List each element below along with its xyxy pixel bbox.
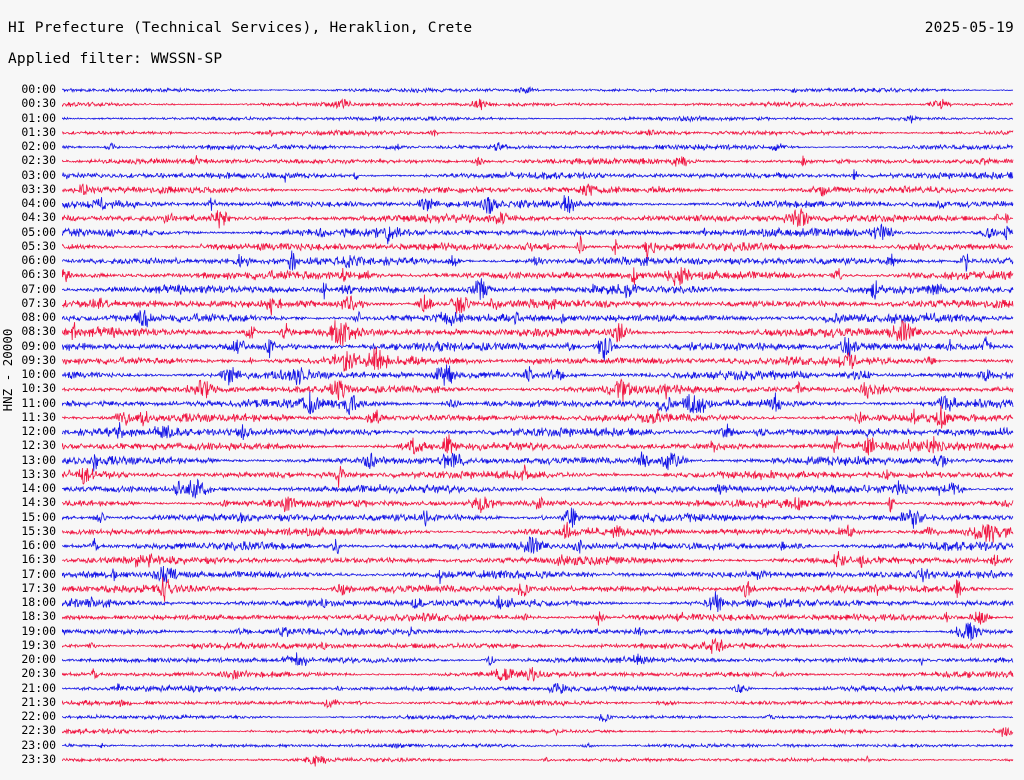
time-tick-label: 03:30 (21, 181, 56, 196)
time-tick-label: 17:00 (21, 566, 56, 581)
seismic-trace (62, 611, 1013, 625)
seismic-trace (62, 267, 1013, 286)
time-tick-label: 06:00 (21, 253, 56, 268)
time-tick-label: 06:30 (21, 267, 56, 282)
time-tick-label: 04:30 (21, 210, 56, 225)
page-title: HI Prefecture (Technical Services), Heraklion, Crete (8, 20, 473, 36)
time-tick-label: 12:00 (21, 424, 56, 439)
seismic-trace (62, 337, 1013, 361)
time-tick-label: 12:30 (21, 438, 56, 453)
time-tick-label: 22:00 (21, 709, 56, 724)
time-tick-label: 23:00 (21, 737, 56, 752)
seismic-trace (62, 236, 1013, 259)
time-tick-label: 05:30 (21, 238, 56, 253)
seismic-trace (62, 115, 1013, 123)
time-tick-label: 15:00 (21, 509, 56, 524)
time-tick-label: 05:00 (21, 224, 56, 239)
seismic-trace (62, 347, 1013, 371)
seismic-trace (62, 99, 1013, 110)
seismic-trace (62, 699, 1013, 707)
time-axis-ticks (0, 83, 60, 773)
time-tick-label: 13:30 (21, 466, 56, 481)
seismic-trace (62, 667, 1013, 681)
time-tick-label: 16:00 (21, 538, 56, 553)
time-tick-label: 19:30 (21, 637, 56, 652)
time-tick-label: 07:00 (21, 281, 56, 296)
time-tick-label: 07:30 (21, 295, 56, 310)
trace-canvas (62, 83, 1014, 767)
seismic-trace (62, 87, 1013, 93)
time-tick-label: 19:00 (21, 623, 56, 638)
seismic-trace (62, 683, 1013, 694)
seismic-trace (62, 224, 1013, 244)
time-tick-label: 04:00 (21, 196, 56, 211)
seismic-trace (62, 591, 1013, 612)
time-tick-label: 08:00 (21, 310, 56, 325)
seismic-trace (62, 434, 1013, 455)
seismic-trace (62, 465, 1013, 488)
seismic-trace (62, 422, 1013, 440)
time-tick-label: 21:30 (21, 694, 56, 709)
time-tick-label: 14:00 (21, 481, 56, 496)
time-tick-label: 00:30 (21, 96, 56, 111)
time-tick-label: 20:30 (21, 666, 56, 681)
recording-date: 2025-05-19 (924, 20, 1014, 36)
seismic-trace (62, 714, 1013, 722)
seismic-trace (62, 497, 1013, 513)
seismic-trace (62, 251, 1013, 272)
seismic-trace (62, 727, 1013, 737)
seismic-trace (62, 295, 1013, 316)
seismic-trace (62, 195, 1013, 214)
seismic-trace (62, 405, 1013, 428)
time-tick-label: 21:00 (21, 680, 56, 695)
time-tick-label: 01:00 (21, 110, 56, 125)
seismic-trace (62, 577, 1013, 602)
seismic-trace (62, 639, 1013, 654)
seismic-trace (62, 652, 1013, 666)
time-tick-label: 09:00 (21, 338, 56, 353)
time-tick-label: 01:30 (21, 124, 56, 139)
time-tick-label: 10:00 (21, 367, 56, 382)
seismic-trace (62, 155, 1013, 166)
seismic-trace (62, 392, 1013, 415)
y-axis-label: HNZ - 20000 (0, 328, 15, 412)
time-tick-label: 00:00 (21, 82, 56, 97)
time-tick-label: 11:30 (21, 409, 56, 424)
seismic-trace (62, 208, 1013, 228)
seismogram-plot (62, 83, 1014, 767)
seismic-trace (62, 278, 1013, 300)
seismic-trace (62, 743, 1013, 748)
seismic-trace (62, 184, 1013, 197)
seismic-trace (62, 508, 1013, 529)
time-tick-label: 14:30 (21, 495, 56, 510)
seismic-trace (62, 169, 1013, 182)
seismic-trace (62, 142, 1013, 151)
seismic-trace (62, 480, 1013, 499)
time-tick-label: 16:30 (21, 552, 56, 567)
time-tick-label: 23:30 (21, 751, 56, 766)
seismic-trace (62, 130, 1013, 137)
seismic-trace (62, 551, 1013, 567)
applied-filter-label: Applied filter: WWSSN-SP (8, 51, 223, 67)
seismic-trace (62, 522, 1013, 543)
seismic-trace (62, 310, 1013, 327)
seismic-trace (62, 623, 1013, 641)
time-tick-label: 09:30 (21, 352, 56, 367)
time-tick-label: 11:00 (21, 395, 56, 410)
seismic-trace (62, 756, 1013, 767)
time-tick-label: 03:00 (21, 167, 56, 182)
time-tick-label: 10:30 (21, 381, 56, 396)
seismic-trace (62, 320, 1013, 346)
time-tick-label: 08:30 (21, 324, 56, 339)
seismic-trace (62, 452, 1013, 472)
time-tick-label: 18:30 (21, 609, 56, 624)
time-tick-label: 13:00 (21, 452, 56, 467)
seismic-trace (62, 379, 1013, 401)
seismic-trace (62, 566, 1013, 584)
seismic-trace (62, 537, 1013, 554)
time-tick-label: 22:30 (21, 723, 56, 738)
time-tick-label: 15:30 (21, 523, 56, 538)
time-tick-label: 02:00 (21, 139, 56, 154)
time-tick-label: 17:30 (21, 580, 56, 595)
time-tick-label: 18:00 (21, 595, 56, 610)
time-tick-label: 20:00 (21, 652, 56, 667)
time-tick-label: 02:30 (21, 153, 56, 168)
